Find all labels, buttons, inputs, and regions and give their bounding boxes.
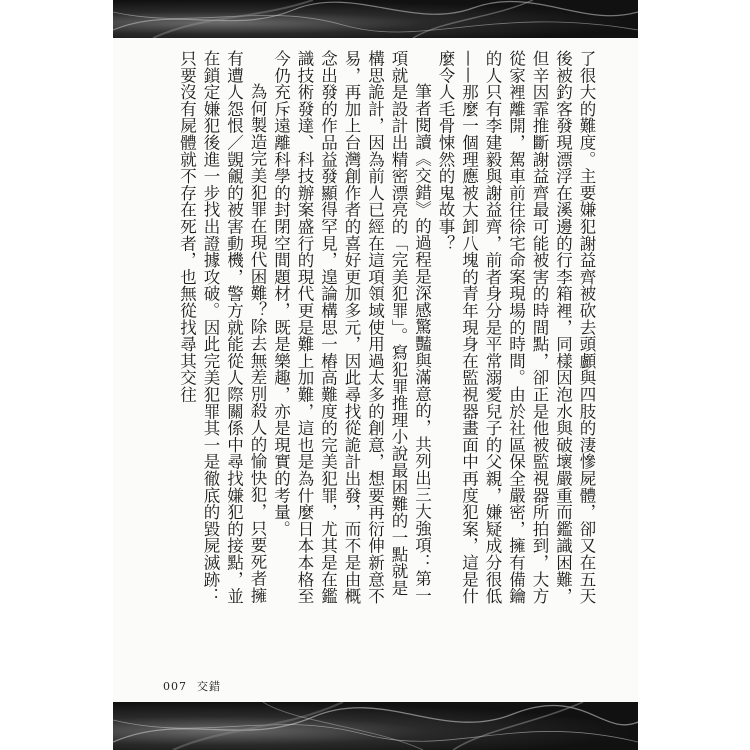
page-footer [163,678,231,694]
bottom-decorative-band [113,702,638,750]
paragraph-1: 了很大的難度。主要嫌犯謝益齊被砍去頭顱與四肢的淒慘屍體，卻又在五天後被釣客發現漂浮在溪邊的行李箱裡，同樣因泡水與破壞嚴重而鑑識困難，但辛因霏推斷謝益齊最可能被害的時間點，卻正是他被監視器所拍到，大方從家裡離開，駕車前往徐宅命案現場的時間。由於社區保全嚴密，擁有備鑰的人只有李建毅與謝益齊，前者身分是平常溺愛兒子的父親，嫌疑成分很低——那麼一個理應被大卸八塊的青年現身在監視器畫面中再度犯案，這是什麼令人毛骨悚然的鬼故事？ [436,50,596,605]
top-decorative-band [113,0,638,38]
running-title: 交錯 [197,680,221,693]
paragraph-3: 為何製造完美犯罪在現代困難？除去無差別殺人的愉快犯，只要死者擁有遭人怨恨／覬覦的被害動機，警方就能從人際關係中尋找嫌犯的接點，並在鎖定嫌犯後進一步找出證據攻破。因此完美犯罪其一是徹底的毀屍滅跡：只要沒有屍體就不存在死者，也無從找尋其交往 [177,50,267,605]
page-number: 007 [163,680,187,693]
vertical-body-text [175,50,598,610]
book-page [113,0,638,750]
paragraph-2: 筆者閱讀《交錯》的過程是深感驚豔與滿意的，共列出三大強項：第一項就是設計出精密漂亮的「完美犯罪」。寫犯罪推理小說最困難的一點就是構思詭計，因為前人已經在這項領域使用過太多的創意，想要再衍伸新意不易，再加上台灣創作者的喜好更加多元，因此尋找從詭計出發，而不是由概念出發的作品益發顯得罕見，遑論構思一樁高難度的完美犯罪，尤其是在鑑識技術發達、科技辦案盛行的現代更是難上加難，這也是為什麼日本本格至今仍充斥遠離科學的封閉空間題材，既是樂趣，亦是現實的考量。 [271,50,432,605]
smoke-texture-bottom [113,702,638,750]
smoke-texture-top [113,0,638,38]
